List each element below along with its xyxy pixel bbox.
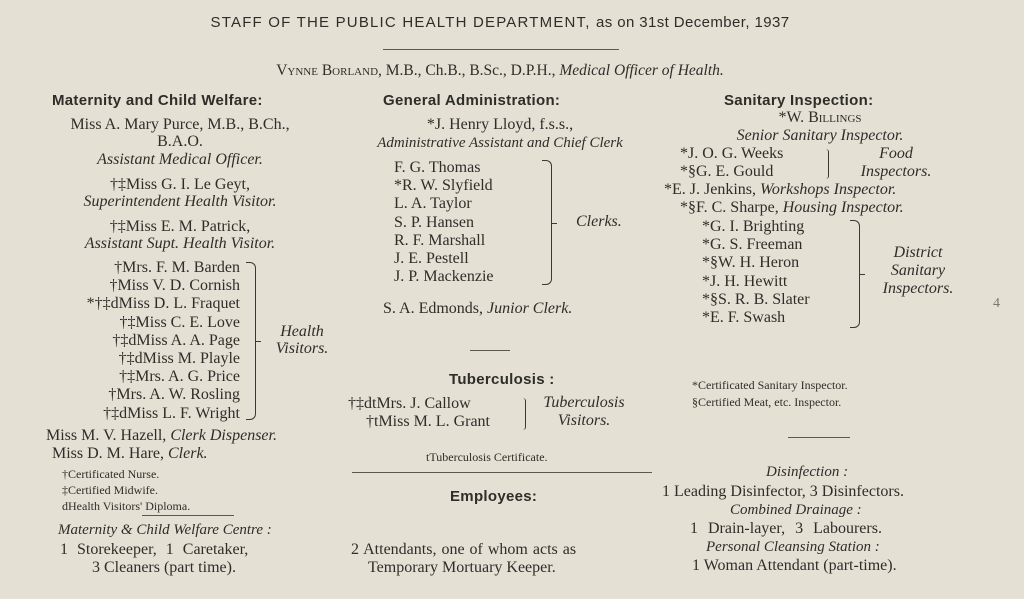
food-brace — [824, 149, 829, 179]
list-item: L. A. Taylor — [394, 195, 472, 213]
tuberculosis-heading: Tuberculosis : — [449, 371, 555, 388]
admin-divider — [470, 350, 510, 351]
maternity-heading: Maternity and Child Welfare: — [52, 92, 263, 109]
title-date: as on 31st December, 1937 — [596, 14, 790, 31]
list-item: R. F. Marshall — [394, 231, 486, 249]
employees-line-1: 2 Attendants, one of whom acts as — [351, 541, 577, 558]
disinfection-line: 1 Leading Disinfector, 3 Disinfectors. — [662, 483, 904, 500]
chief-clerk-name: *J. Henry Lloyd, f.s.s., — [426, 116, 574, 133]
senior-inspector-role: Senior Sanitary Inspector. — [736, 127, 904, 144]
maternity-divider — [142, 515, 234, 516]
cleansing-heading: Personal Cleansing Station : — [706, 539, 880, 555]
list-item: †‡dMiss M. Playle — [118, 349, 240, 367]
supt-health-visitor-role: Superintendent Health Visitor. — [83, 193, 277, 210]
asst-supt-name: †‡Miss E. M. Patrick, — [109, 218, 251, 235]
junior-clerk-name: S. A. Edmonds, — [383, 300, 488, 317]
asst-supt-role: Assistant Supt. Health Visitor. — [84, 235, 276, 252]
centre-line-1: 1 Storekeeper, 1 Caretaker, — [60, 541, 249, 558]
drainage-line: 1 Drain-layer, 3 Labourers. — [690, 520, 882, 537]
maternity-officer-role: Assistant Medical Officer. — [97, 151, 263, 168]
chief-clerk-role: Administrative Assistant and Chief Clerk — [377, 135, 623, 151]
food-inspector-1: *J. O. G. Weeks — [680, 145, 784, 162]
district-inspectors-list — [702, 218, 852, 327]
page-number: 4 — [993, 296, 1000, 311]
list-item: †Mrs. A. W. Rosling — [108, 386, 240, 404]
tb-visitor-1: †‡dtMrs. J. Callow — [348, 395, 471, 412]
workshops-inspector-name: *E. J. Jenkins, — [664, 181, 760, 198]
title-divider — [383, 49, 619, 50]
district-label-2: Sanitary — [890, 262, 946, 279]
tb-label-1: Tuberculosis — [543, 394, 625, 411]
list-item: *†‡dMiss D. L. Fraquet — [86, 295, 240, 313]
sanitary-heading: Sanitary Inspection: — [724, 92, 874, 109]
clerk-dispenser-name: Miss M. V. Hazell, — [46, 427, 171, 444]
health-visitors-list — [30, 259, 240, 423]
list-item: *§W. H. Heron — [702, 254, 800, 272]
list-item: †‡dMiss L. F. Wright — [103, 404, 240, 422]
list-item: *R. W. Slyfield — [394, 177, 493, 195]
food-label-1: Food — [879, 145, 913, 162]
clerk-dispenser-role: Clerk Dispenser. — [170, 427, 277, 444]
key-midwife: ‡Certified Midwife. — [62, 483, 158, 497]
centre-line-2: 3 Cleaners (part time). — [92, 559, 236, 576]
food-label-2: Inspectors. — [860, 163, 932, 180]
list-item: *G. S. Freeman — [702, 236, 803, 254]
clerk-line — [52, 445, 208, 463]
title-main: STAFF OF THE PUBLIC HEALTH DEPARTMENT, — [210, 14, 591, 31]
tb-visitor-2: †tMiss M. L. Grant — [366, 413, 490, 430]
workshops-inspector-role: Workshops Inspector. — [760, 181, 897, 198]
workshops-inspector-line — [664, 181, 896, 199]
district-label-3: Inspectors. — [882, 280, 954, 297]
list-item: †Mrs. F. M. Barden — [114, 259, 240, 276]
medical-officer-line — [0, 62, 1000, 80]
list-item: S. P. Hansen — [394, 213, 475, 231]
list-item: †Miss V. D. Cornish — [109, 277, 240, 295]
maternity-officer-quals: B.A.O. — [157, 133, 203, 150]
health-visitors-label-2: Visitors. — [275, 340, 329, 357]
clerks-label: Clerks. — [576, 213, 622, 230]
moh-quals: , M.B., Ch.B., B.Sc., D.P.H., — [378, 62, 556, 79]
centre-heading: Maternity & Child Welfare Centre : — [58, 522, 272, 538]
clerks-brace — [542, 160, 552, 285]
district-label-1: District — [893, 244, 943, 261]
maternity-officer-name: Miss A. Mary Purce, M.B., B.Ch., — [70, 116, 290, 133]
list-item: J. P. Mackenzie — [394, 268, 494, 286]
list-item: †‡dMiss A. A. Page — [112, 331, 240, 349]
clerk-dispenser-line — [46, 427, 277, 445]
employees-heading: Employees: — [450, 488, 538, 505]
disinfection-heading: Disinfection : — [766, 464, 849, 480]
key-meat-inspector: §Certified Meat, etc. Inspector. — [692, 395, 842, 409]
list-item: *J. H. Hewitt — [702, 272, 788, 290]
senior-inspector-name: *W. Billings — [778, 109, 862, 126]
cleansing-line: 1 Woman Attendant (part-time). — [692, 557, 897, 574]
moh-name: Vynne Borland — [276, 62, 379, 79]
list-item: *E. F. Swash — [702, 308, 786, 326]
general-admin-heading: General Administration: — [383, 92, 561, 109]
housing-inspector-line — [680, 199, 904, 217]
clerks-list — [394, 159, 554, 286]
drainage-heading: Combined Drainage : — [730, 502, 862, 518]
employees-line-2: Temporary Mortuary Keeper. — [368, 559, 556, 576]
housing-inspector-role: Housing Inspector. — [782, 199, 904, 216]
moh-role: Medical Officer of Health. — [559, 62, 724, 79]
food-inspector-2: *§G. E. Gould — [680, 163, 774, 180]
page-title — [0, 14, 1000, 31]
tb-brace — [521, 398, 526, 430]
housing-inspector-name: *§F. C. Sharpe, — [680, 199, 783, 216]
clerk-name: Miss D. M. Hare, — [52, 445, 168, 462]
key-sanitary-inspector: *Certificated Sanitary Inspector. — [692, 378, 848, 392]
tb-key: tTuberculosis Certificate. — [426, 450, 548, 464]
district-brace — [850, 220, 860, 328]
employees-divider — [352, 472, 652, 473]
tb-label-2: Visitors. — [557, 412, 611, 429]
health-visitors-brace — [246, 262, 256, 420]
junior-clerk-line — [383, 300, 572, 318]
supt-health-visitor-name: †‡Miss G. I. Le Geyt, — [110, 176, 250, 193]
key-hv-diploma: dHealth Visitors' Diploma. — [62, 499, 191, 513]
list-item: †‡Mrs. A. G. Price — [119, 368, 240, 386]
sanitary-divider — [788, 437, 850, 438]
health-visitors-label-1: Health — [280, 323, 324, 340]
key-nurse: †Certificated Nurse. — [62, 467, 160, 481]
junior-clerk-role: Junior Clerk. — [487, 300, 573, 317]
list-item: J. E. Pestell — [394, 249, 469, 267]
list-item: *G. I. Brighting — [702, 218, 805, 235]
clerk-role: Clerk. — [168, 445, 208, 462]
list-item: F. G. Thomas — [394, 159, 481, 176]
list-item: †‡Miss C. E. Love — [119, 313, 240, 331]
list-item: *§S. R. B. Slater — [702, 290, 810, 308]
